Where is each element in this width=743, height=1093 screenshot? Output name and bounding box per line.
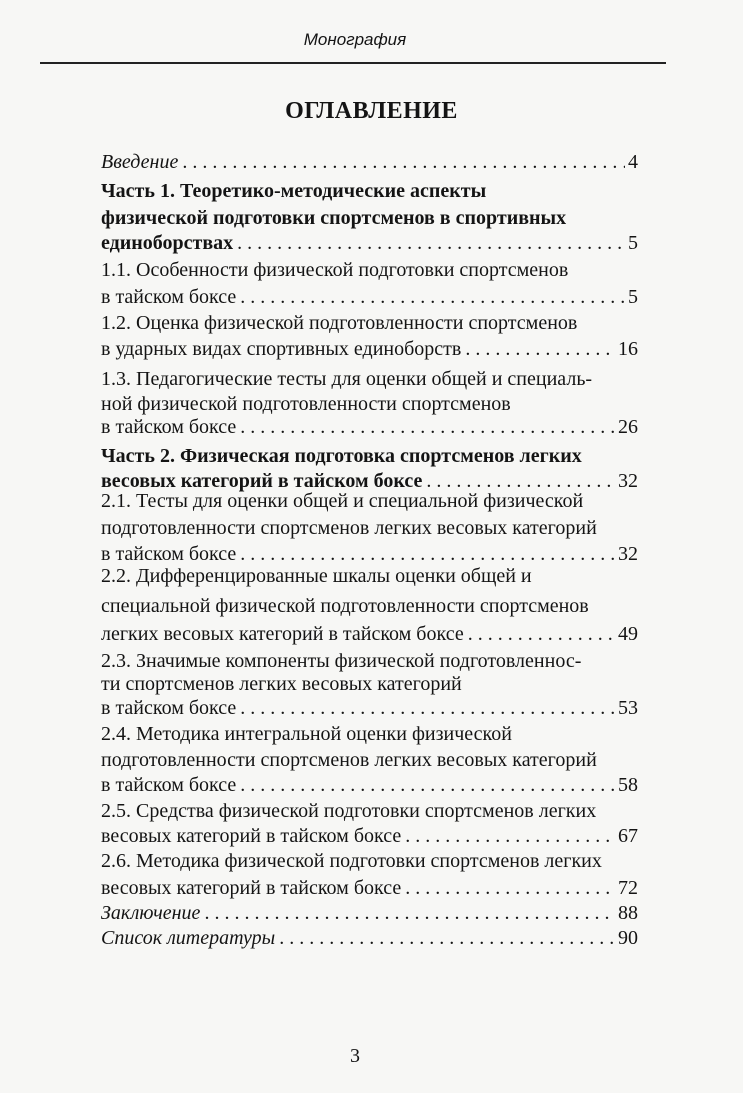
toc-page-number: 58 [618, 774, 638, 796]
toc-entry-line-wrap [101, 564, 638, 588]
toc-entry-line-wrap [101, 392, 638, 416]
toc-entry-text: 1.3. Педагогические тесты для оценки общей и специаль- [101, 368, 593, 390]
toc-entry-line-wrap [101, 799, 638, 823]
toc-entry-text: 2.3. Значимые компоненты физической подготовленнос- [101, 650, 582, 672]
toc-entry-text: в тайском боксе [101, 774, 237, 796]
toc-entry-text: легких весовых категорий в тайском боксе [101, 623, 464, 645]
toc-entry-text: 1.2. Оценка физической подготовленности спортсменов [101, 312, 578, 334]
toc-entry-text: Введение [101, 151, 179, 173]
dot-leader [236, 773, 615, 797]
toc-entry-text: в ударных видах спортивных единоборств [101, 338, 462, 360]
dot-leader [178, 150, 625, 174]
toc-entry-text: 2.5. Средства физической подготовки спортсменов легких [101, 800, 597, 822]
dot-leader [236, 285, 625, 309]
toc-entry-text: ти спортсменов легких весовых категорий [101, 673, 462, 695]
toc-entry-line-wrap [101, 849, 638, 873]
dot-leader [275, 926, 615, 950]
toc-entry-line-wrap [101, 649, 638, 673]
toc-entry-line [101, 901, 638, 925]
toc-page-number: 32 [618, 470, 638, 492]
toc-entry-text: весовых категорий в тайском боксе [101, 825, 402, 847]
running-header: Монография [303, 30, 407, 49]
dot-leader [236, 696, 615, 720]
toc-page-number: 5 [628, 232, 638, 254]
toc-entry-line [101, 231, 638, 255]
toc-entry-line [101, 285, 638, 309]
toc-entry-line [101, 773, 638, 797]
toc-entry-line-wrap [101, 748, 638, 772]
toc-entry-line-wrap [101, 489, 638, 513]
toc-title: ОГЛАВЛЕНИЕ [285, 98, 458, 124]
dot-leader [401, 876, 615, 900]
toc-page-number: 32 [618, 543, 638, 565]
dot-leader [464, 622, 615, 646]
toc-entry-text: Список литературы [101, 927, 276, 949]
toc-entry-line-wrap [101, 594, 638, 618]
toc-entry-line-wrap [101, 516, 638, 540]
dot-leader [200, 901, 615, 925]
toc-entry-text: Часть 2. Физическая подготовка спортсменов легких [101, 445, 582, 467]
toc-entry-line-wrap [101, 311, 638, 335]
toc-page-number: 67 [618, 825, 638, 847]
toc-entry-text: в тайском боксе [101, 286, 237, 308]
toc-entry-text: весовых категорий в тайском боксе [101, 470, 423, 492]
toc-page-number: 72 [618, 877, 638, 899]
toc-page-number: 5 [628, 286, 638, 308]
toc-entry-text: в тайском боксе [101, 543, 237, 565]
toc-entry-text: 1.1. Особенности физической подготовки спортсменов [101, 259, 569, 281]
toc-entry-line [101, 542, 638, 566]
toc-entry-line [101, 337, 638, 361]
toc-entry-line-wrap [101, 206, 638, 230]
toc-entry-text: подготовленности спортсменов легких весовых категорий [101, 749, 597, 771]
toc-entry-line-wrap [101, 444, 638, 468]
dot-leader [401, 824, 615, 848]
toc-entry-text: 2.1. Тесты для оценки общей и специальной физической [101, 490, 584, 512]
toc-entry-line [101, 824, 638, 848]
toc-page-number: 53 [618, 697, 638, 719]
dot-leader [233, 231, 625, 255]
toc-entry-text: 2.6. Методика физической подготовки спортсменов легких [101, 850, 602, 872]
toc-entry-text: весовых категорий в тайском боксе [101, 877, 402, 899]
toc-entry-line-wrap [101, 672, 638, 696]
toc-entry-text: Часть 1. Теоретико-методические аспекты [101, 180, 487, 202]
toc-page-number: 90 [618, 927, 638, 949]
toc-entry-text: ной физической подготовленности спортсменов [101, 393, 511, 415]
dot-leader [461, 337, 615, 361]
toc-entry-text: 2.2. Дифференцированные шкалы оценки общей и [101, 565, 532, 587]
dot-leader [236, 415, 615, 439]
toc-entry-line-wrap [101, 258, 638, 282]
toc-entry-line [101, 622, 638, 646]
toc-entry-line [101, 926, 638, 950]
toc-entry-line-wrap [101, 722, 638, 746]
toc-entry-text: 2.4. Методика интегральной оценки физической [101, 723, 512, 745]
toc-entry-text: в тайском боксе [101, 697, 237, 719]
toc-entry-line-wrap [101, 367, 638, 391]
header-rule [40, 62, 666, 64]
toc-entry-line [101, 150, 638, 174]
toc-page-number: 49 [618, 623, 638, 645]
toc-entry-line [101, 415, 638, 439]
toc-entry-text: Заключение [101, 902, 201, 924]
dot-leader [236, 542, 615, 566]
toc-entry-line [101, 696, 638, 720]
toc-page-number: 4 [628, 151, 638, 173]
toc-page-number: 16 [618, 338, 638, 360]
toc-entry-line [101, 876, 638, 900]
page-number: 3 [350, 1045, 360, 1067]
toc-page-number: 88 [618, 902, 638, 924]
toc-page-number: 26 [618, 416, 638, 438]
toc-entry-line-wrap [101, 179, 638, 203]
toc-entry-text: единоборствах [101, 232, 234, 254]
toc-entry-text: в тайском боксе [101, 416, 237, 438]
toc-entry-text: подготовленности спортсменов легких весовых категорий [101, 517, 597, 539]
toc-entry-text: специальной физической подготовленности спортсменов [101, 595, 589, 617]
toc-entry-text: физической подготовки спортсменов в спортивных [101, 207, 567, 229]
